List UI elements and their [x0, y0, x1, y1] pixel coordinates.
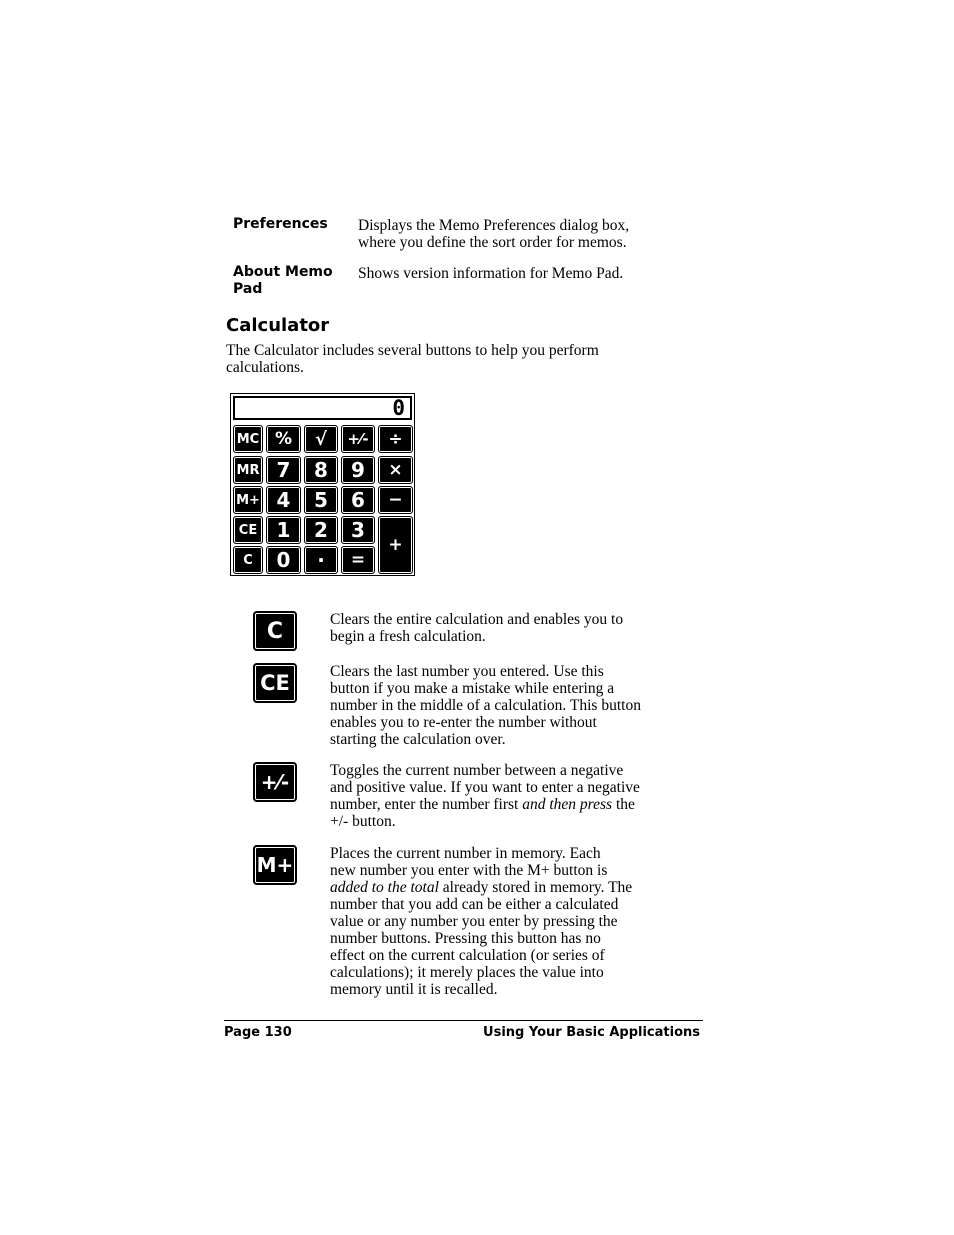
footer-chapter-title: Using Your Basic Applications: [483, 1025, 700, 1040]
calc-key-9: 9: [341, 456, 375, 484]
calc-key-add: +: [378, 516, 413, 574]
footer-rule: [224, 1020, 703, 1021]
desc-about-memo-pad: Shows version information for Memo Pad.: [358, 265, 624, 282]
calc-key-4: 4: [266, 486, 301, 514]
desc-preferences: Displays the Memo Preferences dialog box, where you define the sort order for memos.: [358, 217, 630, 251]
term-preferences: Preferences: [233, 216, 328, 232]
button-m-plus-icon: M+: [253, 845, 297, 885]
calculator-display: [233, 396, 412, 420]
calc-key-0: 0: [266, 546, 301, 574]
calc-key-divide: ÷: [378, 425, 413, 453]
calc-key-decimal: ·: [304, 546, 338, 574]
calc-key-mr: MR: [233, 456, 263, 484]
button-plus-minus-description: Toggles the current number between a negative and positive value. If you want to enter a negative number, enter the number first and then press the +/- button.: [330, 762, 640, 830]
term-about-memo-pad: About Memo Pad: [233, 264, 333, 297]
calc-key-2: 2: [304, 516, 338, 544]
button-c-icon: C: [253, 611, 297, 651]
calc-key-c: C: [233, 546, 263, 574]
calc-key-7: 7: [266, 456, 301, 484]
calc-key-sqrt: √: [304, 425, 338, 453]
section-title: Calculator: [226, 315, 330, 336]
button-plus-minus-icon: +⁄-: [253, 762, 297, 802]
calc-key-ce: CE: [233, 516, 263, 544]
button-m-plus-description: Places the current number in memory. Each new number you enter with the M+ button is added to the total already stored in memory. The number that you add can be either a calculated value or any number you enter by pressing the number buttons. Pressing this button has no effect on the current calculation (or series of calculations); it merely places the value into memory until it is recalled.: [330, 845, 633, 998]
calc-key-m-plus: M+: [233, 486, 263, 514]
calculator-display-value: 0: [392, 396, 405, 420]
button-ce-description: Clears the last number you entered. Use this button if you make a mistake while entering a number in the middle of a calculation. This button enables you to re-enter the number without starting the calculation over.: [330, 663, 641, 748]
calc-key-1: 1: [266, 516, 301, 544]
button-ce-icon: CE: [253, 663, 297, 703]
button-c-description: Clears the entire calculation and enables you to begin a fresh calculation.: [330, 611, 624, 645]
calc-key-equals: =: [341, 546, 375, 574]
calc-key-multiply: ×: [378, 456, 413, 484]
section-intro: The Calculator includes several buttons to help you perform calculations.: [226, 342, 599, 376]
footer-page-number: Page 130: [224, 1025, 292, 1040]
calc-key-mc: MC: [233, 425, 263, 453]
calc-key-subtract: −: [378, 486, 413, 514]
calc-key-3: 3: [341, 516, 375, 544]
calc-key-5: 5: [304, 486, 338, 514]
calc-key-percent: %: [266, 425, 301, 453]
calc-key-plus-minus: +⁄-: [341, 425, 375, 453]
calc-key-6: 6: [341, 486, 375, 514]
calc-key-8: 8: [304, 456, 338, 484]
